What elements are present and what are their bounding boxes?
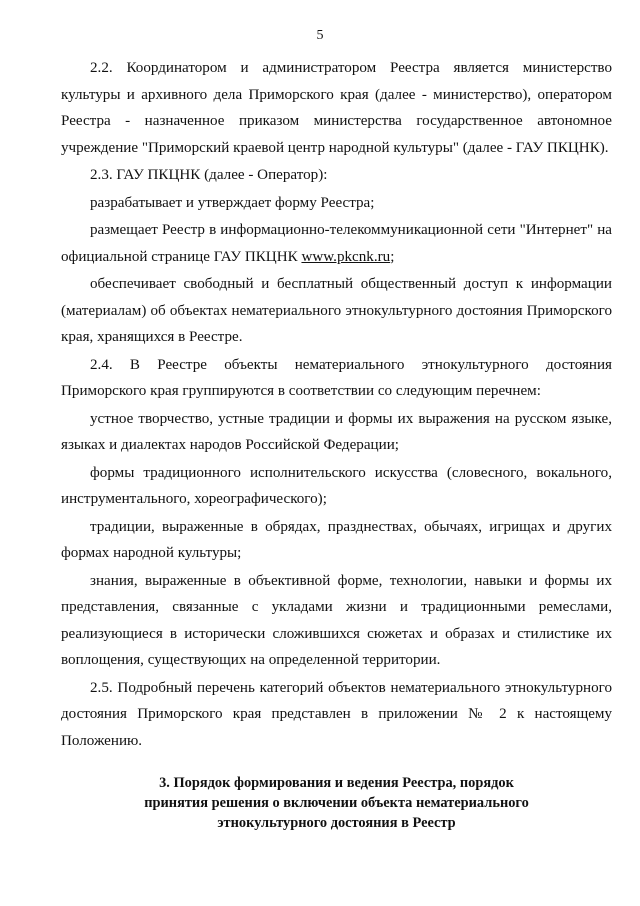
paragraph-publish-text: размещает Реестр в информационно-телекоммуникационной сети "Интернет" на официальной странице ГАУ ПКЦНК	[61, 222, 612, 265]
paragraph-form: разрабатывает и утверждает форму Реестра;	[90, 194, 375, 211]
paragraph-2-2: 2.2. Координатором и администратором Реестра является министерство культуры и архивного дела Приморского края (далее - министерство), оператором Реестра - назначенное приказом министерства государственное автономное учреждение "Приморский краевой центр народной культуры" (далее - ГАУ ПКЦНК).	[61, 60, 612, 156]
section-heading-line-2: принятия решения о включении объекта нематериального	[144, 795, 529, 811]
paragraph-publish	[61, 217, 612, 270]
section-heading	[61, 773, 612, 833]
website-suffix: ;	[390, 248, 395, 265]
section-heading-line-1: 3. Порядок формирования и ведения Реестра, порядок	[159, 775, 514, 791]
section-heading-line-3: этнокультурного достояния в Реестр	[217, 815, 456, 831]
paragraph-access: обеспечивает свободный и бесплатный общественный доступ к информации (материалам) об объектах нематериального этнокультурного достояния Приморского края, хранящихся в Реестре.	[61, 276, 612, 345]
paragraph-2-4: 2.4. В Реестре объекты нематериального этнокультурного достояния Приморского края группируются в соответствии со следующим перечнем:	[61, 356, 612, 399]
list-item-traditions: традиции, выраженные в обрядах, празднествах, обычаях, игрищах и других формах народной культуры;	[61, 518, 612, 561]
document-body	[61, 55, 612, 754]
list-item-oral: устное творчество, устные традиции и формы их выражения на русском языке, языках и диалектах народов Российской Федерации;	[61, 410, 612, 453]
list-item-knowledge: знания, выраженные в объективной форме, технологии, навыки и формы их представления, связанные с укладами жизни и традиционными ремеслами, реализующиеся в исторически сложившихся сюжетах и образах и стилистике их воплощения, существующих на определенной территории.	[61, 572, 612, 668]
paragraph-2-5: 2.5. Подробный перечень категорий объектов нематериального этнокультурного достояния Приморского края представлен в приложении № 2 к настоящему Положению.	[61, 679, 612, 749]
page-number: 5	[316, 28, 324, 43]
website-link[interactable]: www.pkcnk.ru	[301, 248, 391, 265]
paragraph-2-3: 2.3. ГАУ ПКЦНК (далее - Оператор):	[90, 167, 328, 183]
list-item-performing: формы традиционного исполнительского искусства (словесного, вокального, инструментального, хореографического);	[61, 464, 612, 507]
